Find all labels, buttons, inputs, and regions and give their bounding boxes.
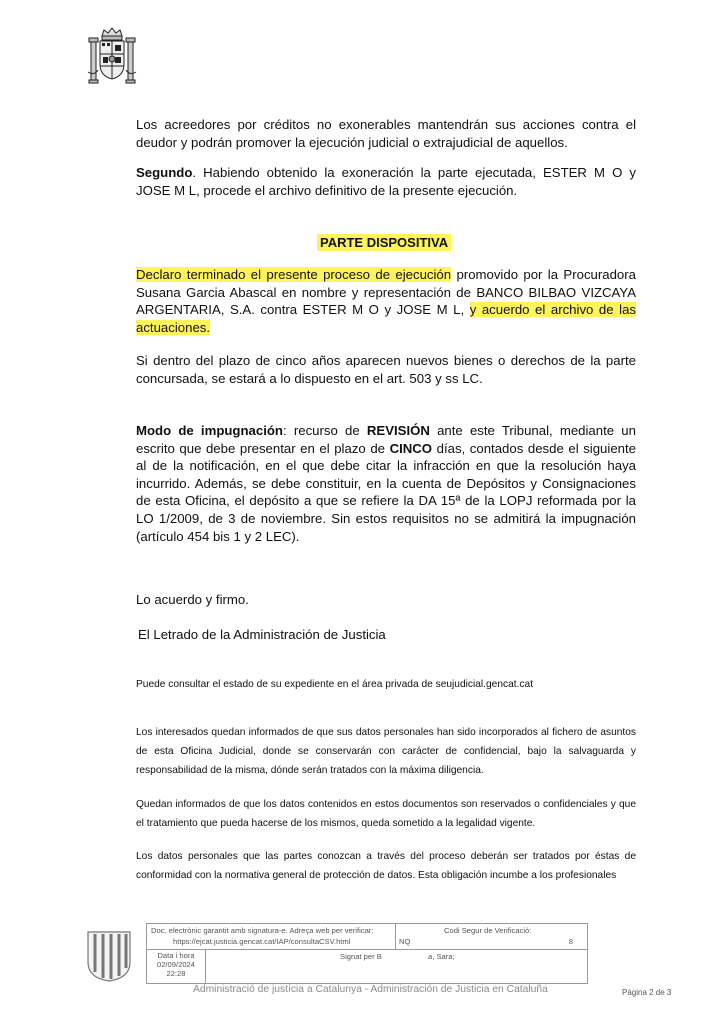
parte-dispositiva-title: PARTE DISPOSITIVA	[317, 235, 451, 250]
paragraph-bienes: Si dentro del plazo de cinco años aparecen nuevos bienes o derechos de la parte concursada, se estará a lo dispuesto en el art. 503 y ss LC.	[136, 353, 636, 386]
privacy-paragraph-1: Los interesados quedan informados de que sus datos personales han sido incorporados al fichero de asuntos de esta Oficina Judicial, donde se conservarán con carácter de confidencial, bajo la salvaguarda y responsabilidad de la misma, dónde serán tratados con la máxima diligencia.	[136, 727, 636, 776]
signat-per: Signat per B	[340, 952, 382, 961]
impugnacion-cinco: CINCO	[389, 440, 433, 456]
csv-url[interactable]: https://ejcat.justicia.gencat.cat/IAP/consultaCSV.html	[173, 937, 351, 946]
data-date: 02/09/2024	[156, 960, 195, 969]
spain-coat-of-arms-icon	[86, 26, 138, 90]
letrado: El Letrado de la Administración de Justicia	[138, 627, 386, 642]
codi-cell	[396, 924, 587, 950]
signat-cell	[206, 950, 587, 983]
verification-table	[146, 923, 588, 984]
data-time: 22:28	[166, 969, 186, 978]
paragraph-acreedores: Los acreedores por créditos no exonerables mantendrán sus acciones contra el deudor y podrán promover la ejecución judicial o extrajudicial de aquellos.	[136, 117, 636, 150]
impugnacion-text-2: ante este Tribunal, mediante un escrito que debe presentar en el plazo de	[136, 423, 636, 456]
dispositiva-text: promovido por la Procuradora Susana Garcia Abascal en nombre y representación de BANCO BILBAO VIZCAYA ARGENTARIA, S.A. contra ESTER M O y JOSE M L,	[136, 267, 636, 318]
admin-justicia-line: Administració de justícia a Catalunya - Administración de Justicia en Cataluña	[193, 984, 548, 995]
doc-cell	[147, 924, 396, 950]
segundo-text: . Habiendo obtenido la exoneración la parte ejecutada, ESTER M O y JOSE M L, procede el archivo definitivo de la presente ejecución.	[136, 165, 636, 198]
consultar-expediente: Puede consultar el estado de su expediente en el área privada de seujudicial.gencat.cat	[136, 679, 534, 690]
paragraph-dispositiva	[136, 266, 636, 336]
generalitat-seal-icon	[84, 928, 134, 982]
paragraph-segundo	[136, 164, 636, 199]
dispositiva-highlight-2: y acuerdo el archivo de las actuaciones.	[136, 302, 636, 335]
segundo-label: Segundo	[136, 165, 193, 180]
paragraph-impugnacion	[136, 422, 636, 545]
acuerdo-firmo: Lo acuerdo y firmo.	[136, 592, 249, 607]
codi-label: Codi Segur de Verificació:	[444, 926, 532, 935]
privacy-paragraph-3: Los datos personales que las partes conozcan a través del proceso deberán ser tratados por éstas de conformidad con la normativa general de protección de datos. Esta obligación incumbe a los profesionales	[136, 851, 636, 881]
impugnacion-revision: REVISIÓN	[366, 423, 430, 438]
codi-left: NQ	[399, 937, 411, 946]
data-cell	[147, 950, 206, 983]
impugnacion-text-1: : recurso de	[282, 423, 367, 438]
impugnacion-label: Modo de impugnación	[136, 423, 283, 438]
privacy-paragraph-2: Quedan informados de que los datos contenidos en estos documentos son reservados o confidenciales y que el tratamiento que pueda hacerse de los mismos, queda sometido a la legalidad vigente.	[136, 799, 636, 829]
page-number: Pàgina 2 de 3	[622, 988, 672, 997]
codi-right: 8	[568, 937, 573, 946]
data-label: Data i hora	[157, 951, 195, 960]
signat-name: a, Sara;	[428, 952, 455, 961]
doc-line-1: Doc. electrònic garantit amb signatura-e. Adreça web per verificar:	[151, 926, 374, 935]
dispositiva-highlight-1: Declaro terminado el presente proceso de ejecución	[136, 267, 452, 282]
impugnacion-text-3: días, contados desde el siguiente al de la notificación, en el que debe citar la infracción en que la resolución haya incurrido. Además, se debe constituir, en la cuenta de Depósitos y Consignaciones de esta Oficina, el depósito a que se refiere la DA 15ª de la LOPJ reformada por la LO 1/2009, de 3 de noviembre. Sin estos requisitos no se admitirá la impugnación (artículo 454 bis 1 y 2 LEC).	[136, 440, 636, 544]
